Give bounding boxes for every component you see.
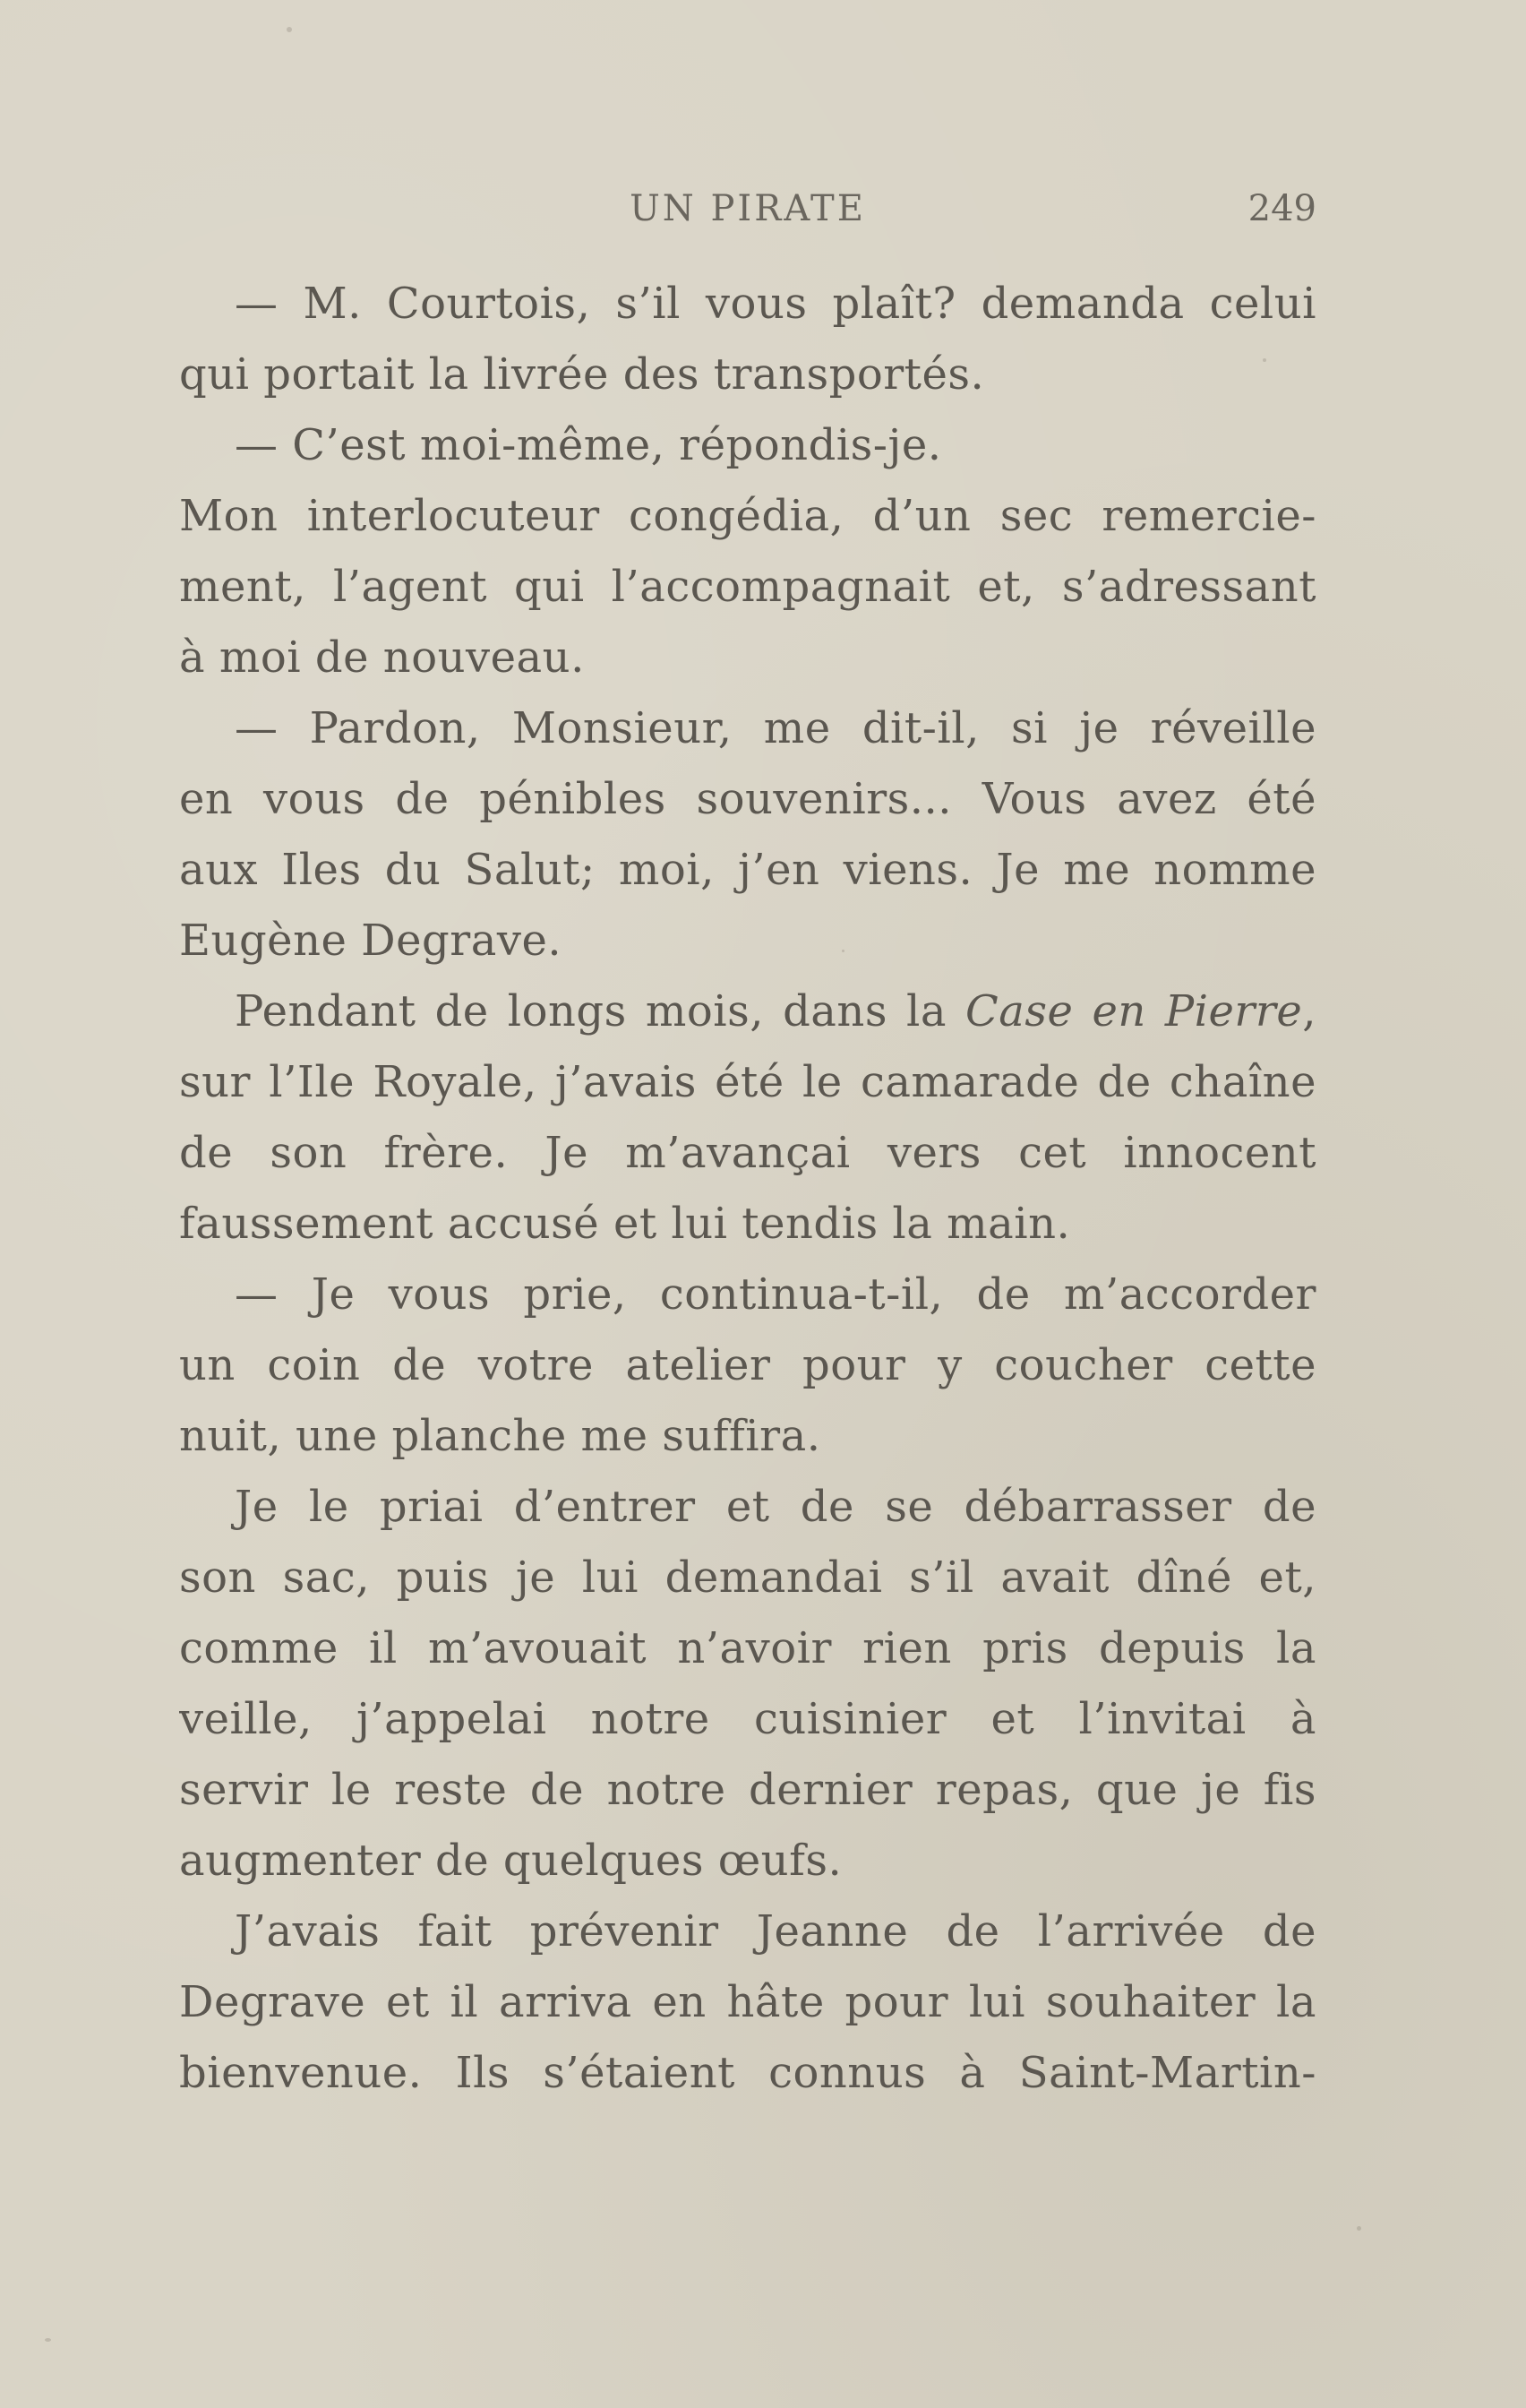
text-line: servir le reste de notre dernier repas, que je fis [179,1765,1316,1815]
paper-speck [842,950,844,952]
running-header [179,188,1316,242]
text-line: — Pardon, Monsieur, me dit-il, si je réveille [235,703,1316,753]
text-segment: Pendant de longs mois, dans la [235,986,966,1036]
page-number: 249 [1247,188,1316,229]
text-line: bienvenue. Ils s’étaient connus à Saint-Martin- [179,2048,1316,2098]
text-line: augmenter de quelques œufs. [179,1836,843,1886]
paper-speck [287,27,292,32]
text-line: Eugène Degrave. [179,916,562,966]
text-line: qui portait la livrée des transportés. [179,349,985,400]
text-line: Mon interlocuteur congédia, d’un sec remercie- [179,491,1316,541]
running-title: UN PIRATE [630,188,866,229]
paper-speck [1357,2226,1361,2231]
text-line: aux Iles du Salut; moi, j’en viens. Je me nomme [179,845,1316,895]
paper-speck [1263,358,1266,362]
text-line: Je le priai d’entrer et de se débarrasser de [235,1482,1316,1532]
italic-segment: Case en Pierre [965,986,1303,1036]
text-segment: , [1302,986,1316,1036]
text-line: — C’est moi-même, répondis-je. [235,420,942,470]
text-line: veille, j’appelai notre cuisinier et l’invitai à [179,1694,1316,1744]
body-text [179,269,1316,2109]
text-line: à moi de nouveau. [179,632,585,683]
text-line: comme il m’avouait n’avoir rien pris depuis la [179,1623,1316,1673]
text-line [179,976,1316,1047]
paper-speck [45,2338,51,2342]
text-line: nuit, une planche me suffira. [179,1411,821,1461]
text-line: faussement accusé et lui tendis la main. [179,1199,1071,1249]
text-line: — M. Courtois, s’il vous plaît? demanda celui [235,279,1316,329]
text-line: — Je vous prie, continua-t-il, de m’accorder [235,1269,1316,1320]
text-line: J’avais fait prévenir Jeanne de l’arrivée de [235,1906,1316,1956]
text-line: ment, l’agent qui l’accompagnait et, s’adressant [179,562,1316,612]
text-line: Degrave et il arriva en hâte pour lui souhaiter la [179,1977,1316,2027]
text-line: un coin de votre atelier pour y coucher cette [179,1340,1316,1390]
text-line: de son frère. Je m’avançai vers cet innocent [179,1128,1316,1178]
text-line: en vous de pénibles souvenirs... Vous avez été [179,774,1316,824]
text-line: son sac, puis je lui demandai s’il avait dîné et, [179,1552,1316,1603]
text-line: sur l’Ile Royale, j’avais été le camarade de chaîne [179,1057,1316,1107]
